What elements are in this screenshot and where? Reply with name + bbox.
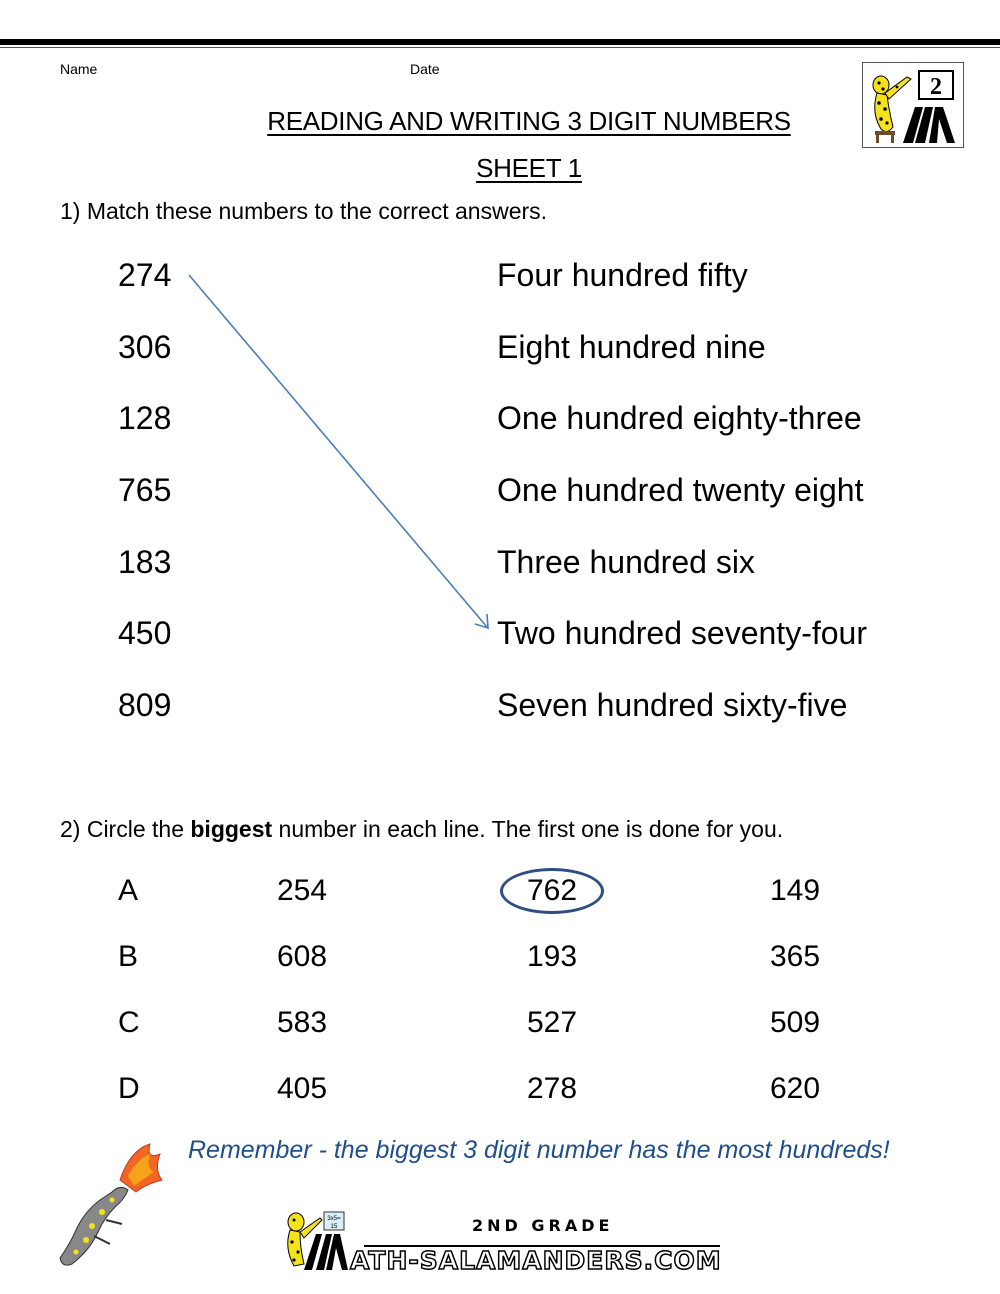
row-value: 193 xyxy=(527,940,578,973)
row-value: 620 xyxy=(770,1072,821,1105)
row-label: B xyxy=(118,940,139,973)
match-number: 306 xyxy=(118,329,172,365)
match-number: 809 xyxy=(118,687,172,723)
row-label: C xyxy=(118,1006,140,1039)
brand-logo xyxy=(276,1208,726,1278)
match-word: Three hundred six xyxy=(497,544,755,580)
row-value: 405 xyxy=(277,1072,328,1105)
match-number: 183 xyxy=(118,544,172,580)
row-value: 365 xyxy=(770,940,821,973)
match-word: One hundred eighty-three xyxy=(497,400,862,436)
fire-salamander-icon xyxy=(50,1140,170,1270)
match-word: Eight hundred nine xyxy=(497,329,766,365)
remember-tip: Remember - the biggest 3 digit number has the most hundreds! xyxy=(188,1136,890,1164)
match-number: 128 xyxy=(118,400,172,436)
answer-circle xyxy=(500,868,604,914)
section2-instruction: 2) Circle the biggest number in each line. The first one is done for you. xyxy=(60,816,784,842)
worksheet-subtitle: SHEET 1 xyxy=(476,153,582,183)
match-word: One hundred twenty eight xyxy=(497,472,864,508)
match-word: Two hundred seventy-four xyxy=(497,615,867,651)
row-value: 149 xyxy=(770,874,821,907)
row-value-circled: 762 xyxy=(527,874,578,907)
svg-text:2: 2 xyxy=(930,74,942,100)
row-value: 278 xyxy=(527,1072,578,1105)
row-label: A xyxy=(118,874,139,907)
row-value: 509 xyxy=(770,1006,821,1039)
worksheet-title: READING AND WRITING 3 DIGIT NUMBERS xyxy=(267,106,791,136)
name-label: Name xyxy=(60,61,98,77)
row-label: D xyxy=(118,1072,140,1105)
row-value: 583 xyxy=(277,1006,328,1039)
row-value: 608 xyxy=(277,940,328,973)
date-label: Date xyxy=(410,61,440,77)
match-number: 274 xyxy=(118,257,172,293)
match-word: Seven hundred sixty-five xyxy=(497,687,848,723)
brand-name: ATH-SALAMANDERS.COM xyxy=(350,1246,722,1275)
section1-instruction: 1) Match these numbers to the correct answers. xyxy=(60,198,548,224)
match-word: Four hundred fifty xyxy=(497,257,748,293)
row-value: 527 xyxy=(527,1006,578,1039)
svg-text:3x5=: 3x5= xyxy=(327,1216,341,1222)
match-number: 450 xyxy=(118,615,172,651)
brand-grade: 2ND GRADE xyxy=(472,1216,614,1235)
match-number: 765 xyxy=(118,472,172,508)
svg-text:15: 15 xyxy=(330,1224,338,1230)
emphasis-biggest: biggest xyxy=(190,816,273,842)
row-value: 254 xyxy=(277,874,328,907)
